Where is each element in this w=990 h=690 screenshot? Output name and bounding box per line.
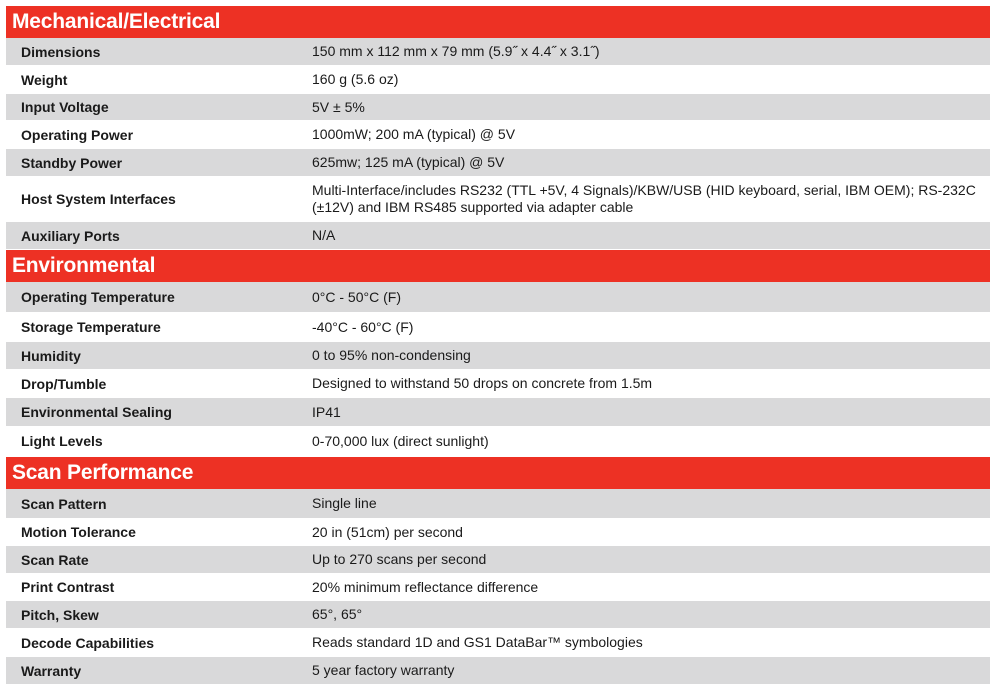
spec-label: Operating Temperature xyxy=(21,289,175,305)
spec-row-input-voltage xyxy=(6,94,990,121)
spec-row-environmental-sealing xyxy=(6,398,990,427)
spec-row-humidity xyxy=(6,342,990,370)
spec-value: 0 to 95% non-condensing xyxy=(312,347,471,363)
spec-row-scan-pattern xyxy=(6,489,990,519)
spec-row-pitch-skew xyxy=(6,601,990,629)
spec-value: N/A xyxy=(312,227,336,243)
section-title: Environmental xyxy=(12,254,156,277)
spec-value: 20 in (51cm) per second xyxy=(312,523,463,540)
spec-row-operating-temperature xyxy=(6,282,990,313)
spec-row-light-levels xyxy=(6,427,990,456)
spec-label: Scan Pattern xyxy=(21,495,107,512)
spec-label: Dimensions xyxy=(21,43,101,60)
spec-label: Operating Power xyxy=(21,126,134,143)
spec-label: Pitch, Skew xyxy=(21,606,99,623)
spec-value: Single line xyxy=(312,495,377,511)
spec-label: Environmental Sealing xyxy=(21,404,172,420)
spec-row-dimensions xyxy=(6,38,990,66)
spec-label: Scan Rate xyxy=(21,551,89,568)
spec-value: 0-70,000 lux (direct sunlight) xyxy=(312,432,489,449)
spec-value: 5V ± 5% xyxy=(312,98,365,115)
spec-value: -40°C - 60°C (F) xyxy=(312,318,414,335)
spec-value: 150 mm x 112 mm x 79 mm (5.9˝ x 4.4˝ x 3.1˝) xyxy=(312,43,600,59)
spec-row-decode-capabilities xyxy=(6,629,990,657)
spec-label: Standby Power xyxy=(21,154,123,171)
spec-row-warranty xyxy=(6,657,990,685)
spec-row-storage-temperature xyxy=(6,313,990,342)
spec-row-weight xyxy=(6,66,990,94)
spec-value: 65°, 65° xyxy=(312,606,363,622)
spec-row-standby-power xyxy=(6,149,990,177)
spec-value: Multi-Interface/includes RS232 (TTL +5V, 4 Signals)/KBW/USB (HID keyboard, serial, IBM OEM); RS-232C (±12V) and IBM RS485 supported via adapter cable xyxy=(312,182,976,215)
spec-row-motion-tolerance xyxy=(6,519,990,546)
section-header-mechanical-electrical xyxy=(6,6,990,38)
spec-value: 5 year factory warranty xyxy=(312,662,455,678)
spec-label: Print Contrast xyxy=(21,579,115,595)
section-title: Mechanical/Electrical xyxy=(12,10,221,33)
spec-value: 625mw; 125 mA (typical) @ 5V xyxy=(312,154,505,170)
spec-label: Motion Tolerance xyxy=(21,524,136,540)
spec-label: Input Voltage xyxy=(21,99,109,115)
section-header-scan-performance xyxy=(6,457,990,489)
spec-value: 20% minimum reflectance difference xyxy=(312,578,539,595)
spec-value: 1000mW; 200 mA (typical) @ 5V xyxy=(312,126,516,142)
spec-label: Decode Capabilities xyxy=(21,634,155,651)
section-title: Scan Performance xyxy=(12,461,194,484)
spec-value: Up to 270 scans per second xyxy=(312,551,487,567)
spec-value: IP41 xyxy=(312,403,341,420)
spec-value: 0°C - 50°C (F) xyxy=(312,288,401,305)
spec-value: Designed to withstand 50 drops on concrete from 1.5m xyxy=(312,375,653,391)
spec-label: Drop/Tumble xyxy=(21,375,107,392)
spec-row-drop-tumble xyxy=(6,370,990,398)
spec-label: Host System Interfaces xyxy=(21,191,176,207)
spec-value: Reads standard 1D and GS1 DataBar™ symbologies xyxy=(312,634,643,650)
spec-label: Warranty xyxy=(21,662,82,679)
spec-row-operating-power xyxy=(6,121,990,149)
spec-label: Storage Temperature xyxy=(21,319,161,335)
spec-row-host-system-interfaces xyxy=(6,177,990,222)
spec-label: Humidity xyxy=(21,347,81,364)
spec-row-scan-rate xyxy=(6,546,990,574)
spec-row-print-contrast xyxy=(6,574,990,601)
spec-label: Auxiliary Ports xyxy=(21,227,120,244)
spec-value: 160 g (5.6 oz) xyxy=(312,71,399,87)
spec-label: Weight xyxy=(21,71,68,88)
section-header-environmental xyxy=(6,250,990,282)
spec-label: Light Levels xyxy=(21,433,103,449)
spec-row-auxiliary-ports xyxy=(6,222,990,250)
